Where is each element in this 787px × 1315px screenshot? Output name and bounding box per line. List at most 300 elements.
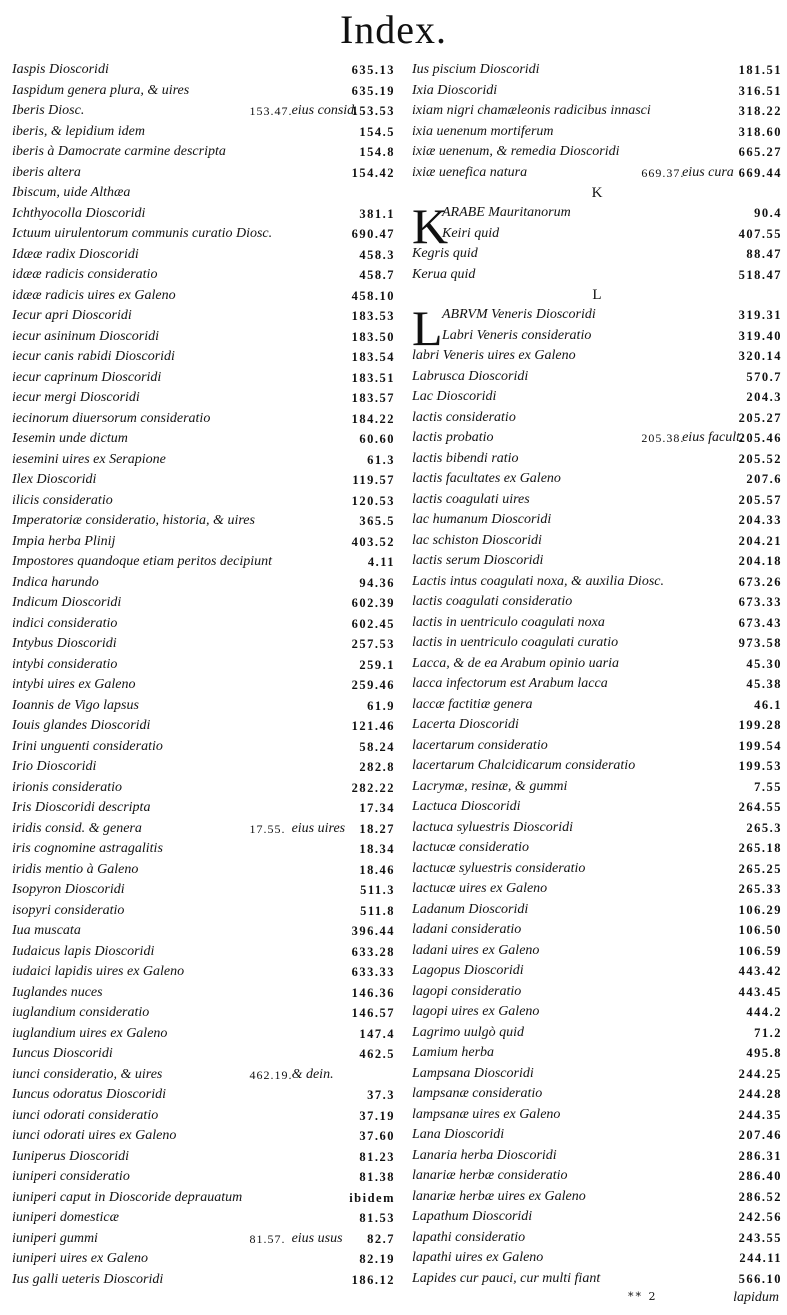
- entry-page-ref: 635.19: [351, 83, 395, 98]
- entry-term: iunci odorati uires ex Galeno: [12, 1128, 177, 1143]
- entry-page-ref: 265.3: [746, 820, 782, 835]
- entry-term: Labrusca Dioscoridi: [412, 368, 529, 384]
- signature-mark: ** 2: [628, 1290, 658, 1303]
- entry-page-ref: 495.8: [746, 1046, 782, 1060]
- index-entry: [412, 674, 782, 695]
- index-entry: [12, 860, 395, 881]
- entry-page-ref: 94.36: [359, 575, 395, 590]
- entry-page-ref: 244.28: [738, 1087, 782, 1101]
- entry-term: Indica harundo: [12, 574, 99, 590]
- entry-term: iunci consideratio, & uires: [12, 1066, 163, 1082]
- entry-term: lac humanum Dioscoridi: [412, 512, 552, 527]
- index-entry: [412, 572, 782, 593]
- entry-page-ref: 45.30: [746, 656, 782, 671]
- index-entry: [12, 532, 395, 553]
- entry-page-ref: 511.3: [360, 883, 395, 897]
- entry-term: Kerua quid: [412, 266, 476, 282]
- index-entry: [412, 510, 782, 531]
- entry-page-ref: 204.18: [738, 554, 782, 568]
- entry-term: Lana Dioscoridi: [412, 1127, 505, 1142]
- index-entry: [12, 1003, 395, 1024]
- entry-term: ixiæ uenenum, & remedia Dioscoridi: [412, 144, 620, 159]
- section-l-entries: [412, 300, 782, 1289]
- entry-page-ref: 244.11: [739, 1251, 782, 1265]
- index-entry: [12, 491, 395, 512]
- entry-page-ref: 199.54: [738, 738, 782, 753]
- entry-subterm: eius cura: [682, 164, 734, 180]
- entry-term: iunci odorati consideratio: [12, 1107, 159, 1123]
- index-entry: [412, 633, 782, 654]
- index-entry: [412, 592, 782, 613]
- entry-term: lactis coagulati uires: [412, 491, 530, 507]
- index-entry: [12, 757, 395, 778]
- entry-term: Ius piscium Dioscoridi: [412, 62, 540, 77]
- entry-term: Iuniperus Dioscoridi: [12, 1148, 130, 1164]
- entry-term: lactucæ consideratio: [412, 840, 530, 855]
- entry-term: lampsanæ uires ex Galeno: [412, 1106, 561, 1122]
- entry-page-ref: 458.3: [359, 247, 395, 262]
- entry-page-ref: 242.56: [738, 1210, 782, 1224]
- index-entry: [12, 1249, 395, 1270]
- entry-term: isopyri consideratio: [12, 902, 125, 918]
- entry-term: Lampsana Dioscoridi: [412, 1065, 534, 1081]
- entry-inline-ref: 17.55.: [249, 821, 286, 836]
- index-entry: [412, 122, 782, 143]
- entry-subterm: eius usus: [291, 1230, 343, 1246]
- entry-page-ref: 205.27: [738, 410, 782, 425]
- entry-page-ref: 257.53: [351, 637, 395, 651]
- entry-page-ref: 243.55: [738, 1230, 782, 1245]
- entry-page-ref: 18.27: [359, 821, 395, 836]
- entry-page-ref: 146.36: [351, 985, 395, 1000]
- entry-page-ref: 207.46: [738, 1128, 782, 1142]
- entry-term: lactis probatio: [412, 430, 494, 445]
- index-entry: [12, 450, 395, 471]
- index-entry: [12, 183, 395, 204]
- index-entry: [12, 901, 395, 922]
- entry-term: lactucæ syluestris consideratio: [412, 860, 586, 876]
- entry-page-ref: 205.46: [738, 431, 782, 445]
- entry-page-ref: 37.19: [359, 1108, 395, 1123]
- index-entry: [412, 1125, 782, 1146]
- entry-term: Iaspis Dioscoridi: [12, 62, 109, 77]
- entry-term: Lactuca Dioscoridi: [412, 799, 521, 814]
- entry-term: iridis consid. & genera: [12, 820, 142, 836]
- index-entry: [412, 941, 782, 962]
- index-entry: [12, 429, 395, 450]
- index-entry: [12, 1208, 395, 1229]
- entry-term: Ilex Dioscoridi: [12, 472, 97, 487]
- entry-page-ref: 181.51: [738, 63, 782, 77]
- entry-term: lanariæ herbæ consideratio: [412, 1168, 568, 1183]
- entry-page-ref: 318.22: [738, 104, 782, 118]
- entry-page-ref: 37.60: [359, 1129, 395, 1143]
- entry-page-ref: 45.38: [746, 677, 782, 691]
- entry-term: intybi consideratio: [12, 656, 118, 672]
- entry-term: idææ radicis consideratio: [12, 267, 158, 282]
- index-entry: [412, 1105, 782, 1126]
- index-entry: [12, 368, 395, 389]
- entry-term: iridis mentio à Galeno: [12, 861, 139, 877]
- index-entry: [412, 777, 782, 798]
- page-title: Index.: [339, 7, 448, 52]
- entry-term: lac schiston Dioscoridi: [412, 532, 542, 548]
- entry-term: lactucæ uires ex Galeno: [412, 881, 548, 896]
- index-entry: [412, 387, 782, 408]
- entry-term: iuglandium uires ex Galeno: [12, 1025, 168, 1041]
- entry-page-ref: 154.42: [351, 165, 395, 180]
- index-entry: [12, 614, 395, 635]
- entry-page-ref: 82.19: [359, 1252, 395, 1266]
- entry-page-ref: 286.40: [738, 1169, 782, 1183]
- entry-term: idææ radicis uires ex Galeno: [12, 287, 176, 303]
- entry-term: iberis à Damocrate carmine descripta: [12, 144, 226, 159]
- index-entry: [412, 551, 782, 572]
- entry-term: lactis in uentriculo coagulati curatio: [412, 635, 619, 650]
- entry-page-ref: 443.42: [738, 964, 782, 978]
- index-entry: [412, 715, 782, 736]
- entry-page-ref: 633.33: [351, 965, 395, 979]
- index-entry: [12, 142, 395, 163]
- drop-cap: L: [412, 300, 443, 356]
- entry-term: Labri Veneris consideratio: [442, 327, 592, 343]
- entry-term: Idææ radix Dioscoridi: [12, 246, 139, 262]
- entry-term: lampsanæ consideratio: [412, 1086, 543, 1101]
- entry-page-ref: 458.10: [351, 288, 395, 303]
- index-entry: [412, 203, 782, 224]
- section-letter-k: K: [591, 185, 603, 201]
- index-entry: [12, 60, 395, 81]
- entry-page-ref: 690.47: [351, 227, 395, 241]
- entry-page-ref: 316.51: [738, 83, 782, 98]
- entry-page-ref: 204.21: [738, 533, 782, 548]
- entry-page-ref: 17.34: [359, 801, 395, 815]
- index-entry: [412, 81, 782, 102]
- index-entry: [412, 961, 782, 982]
- entry-inline-ref: 205.38.: [641, 431, 685, 445]
- entry-term: iesemini uires ex Serapione: [12, 451, 166, 467]
- entry-inline-ref: 462.19.: [249, 1067, 293, 1082]
- index-entry: [12, 819, 395, 840]
- index-entry: [12, 696, 395, 717]
- entry-term: iberis, & lepidium idem: [12, 123, 145, 139]
- entry-page-ref: 147.4: [359, 1026, 395, 1041]
- entry-page-ref: 120.53: [351, 493, 395, 508]
- index-entry: [412, 531, 782, 552]
- index-entry: [412, 1187, 782, 1208]
- entry-term: lactis serum Dioscoridi: [412, 553, 544, 568]
- entry-page-ref: 265.18: [738, 841, 782, 855]
- entry-page-ref: 635.13: [351, 63, 395, 77]
- entry-page-ref: 319.40: [738, 328, 782, 343]
- index-entry: [12, 1126, 395, 1147]
- entry-inline-ref: 669.37.: [641, 165, 685, 180]
- index-entry: [12, 224, 395, 245]
- entry-page-ref: 61.3: [367, 452, 395, 467]
- index-entry: [12, 265, 395, 286]
- entry-term: Intybus Dioscoridi: [12, 636, 117, 651]
- entry-page-ref: 88.47: [746, 247, 782, 261]
- index-entry: [12, 1270, 395, 1291]
- entry-page-ref: 7.55: [754, 779, 782, 794]
- entry-page-ref: 673.43: [738, 615, 782, 630]
- entry-page-ref: 207.6: [746, 472, 782, 486]
- entry-page-ref: 183.57: [351, 391, 395, 405]
- index-column-left: [12, 60, 395, 1290]
- entry-page-ref: 60.60: [359, 432, 395, 446]
- entry-term: Kegris quid: [412, 246, 478, 261]
- entry-inline-ref: 81.57.: [249, 1231, 286, 1246]
- entry-term: Lac Dioscoridi: [412, 389, 497, 404]
- entry-term: Ichthyocolla Dioscoridi: [12, 205, 146, 221]
- entry-page-ref: 665.27: [738, 145, 782, 159]
- index-entry: [12, 163, 395, 184]
- entry-term: Lacca, & de ea Arabum opinio uaria: [412, 655, 620, 671]
- entry-page-ref: 444.2: [746, 1005, 782, 1019]
- entry-term: iudaici lapidis uires ex Galeno: [12, 964, 185, 979]
- entry-page-ref: 81.23: [359, 1149, 395, 1164]
- index-entry: [12, 122, 395, 143]
- entry-term: Indicum Dioscoridi: [12, 595, 122, 610]
- index-entry: [412, 818, 782, 839]
- entry-page-ref: 403.52: [351, 534, 395, 549]
- entry-page-ref: 458.7: [359, 268, 395, 282]
- index-entry: [12, 204, 395, 225]
- index-entry: [12, 737, 395, 758]
- index-entry: [412, 449, 782, 470]
- entry-term: iecinorum diuersorum consideratio: [12, 410, 211, 426]
- index-entry: [12, 388, 395, 409]
- entry-page-ref: 602.45: [351, 616, 395, 631]
- entry-term: Iuglandes nuces: [12, 984, 103, 1000]
- index-entry: [412, 756, 782, 777]
- index-entry: [12, 593, 395, 614]
- index-entry: [12, 1065, 395, 1086]
- entry-term: lagopi uires ex Galeno: [412, 1004, 540, 1019]
- entry-page-ref: 282.22: [351, 780, 395, 795]
- entry-page-ref: 183.54: [351, 350, 395, 364]
- entry-page-ref: 199.28: [738, 718, 782, 732]
- index-entry: [12, 921, 395, 942]
- entry-term: Iuncus Dioscoridi: [12, 1046, 113, 1061]
- entry-page-ref: 673.26: [738, 574, 782, 589]
- entry-page-ref: 46.1: [754, 697, 782, 712]
- entry-subterm: & dein.: [291, 1066, 334, 1082]
- entry-page-ref: 18.46: [359, 862, 395, 877]
- entry-page-ref: 282.8: [359, 760, 395, 774]
- entry-term: ixiam nigri chamæleonis radicibus innasci: [412, 103, 651, 118]
- entry-term: lactis in uentriculo coagulati noxa: [412, 614, 605, 630]
- entry-term: Ictuum uirulentorum communis curatio Diosc.: [12, 226, 273, 241]
- index-entry: [412, 346, 782, 367]
- index-entry: [412, 1064, 782, 1085]
- entry-page-ref: 82.7: [367, 1231, 395, 1246]
- drop-cap: K: [412, 198, 449, 254]
- section-k-entries: [412, 198, 782, 285]
- index-entry: [12, 511, 395, 532]
- entry-term: ixiæ uenefica natura: [412, 164, 528, 180]
- entry-page-ref: 443.45: [738, 984, 782, 999]
- entry-term: Iouis glandes Dioscoridi: [12, 718, 151, 733]
- entry-term: indici consideratio: [12, 615, 118, 631]
- entry-term: Lagrimo uulgò quid: [412, 1024, 525, 1040]
- entry-page-ref: 286.52: [738, 1189, 782, 1204]
- entry-page-ref: 153.53: [351, 104, 395, 118]
- entry-term: ABRVM Veneris Dioscoridi: [442, 307, 596, 322]
- entry-term: Lagopus Dioscoridi: [412, 963, 524, 978]
- index-entry: [412, 1043, 782, 1064]
- entry-page-ref: 4.11: [367, 555, 395, 569]
- index-entry: [412, 490, 782, 511]
- entry-term: iuniperi uires ex Galeno: [12, 1251, 148, 1266]
- index-entry: [412, 859, 782, 880]
- entry-page-ref: 407.55: [738, 226, 782, 241]
- entry-term: Iua muscata: [12, 923, 81, 938]
- index-entry: [412, 469, 782, 490]
- index-entry: [412, 163, 782, 184]
- entry-page-ref: 58.24: [359, 739, 395, 754]
- section-letter-l: L: [592, 287, 602, 303]
- index-entry: [412, 1207, 782, 1228]
- index-entry: [12, 347, 395, 368]
- entry-term: lagopi consideratio: [412, 983, 522, 999]
- entry-page-ref: 365.5: [359, 514, 395, 528]
- entry-page-ref: 18.34: [359, 842, 395, 856]
- entry-term: Irio Dioscoridi: [12, 759, 97, 774]
- entry-term: Lamium herba: [412, 1045, 495, 1060]
- index-entry: [412, 244, 782, 265]
- entry-term: Iecur apri Dioscoridi: [12, 308, 132, 323]
- entry-page-ref: 381.1: [359, 206, 395, 221]
- index-entry: [12, 81, 395, 102]
- entry-term: irionis consideratio: [12, 779, 123, 795]
- entry-page-ref: 205.57: [738, 492, 782, 507]
- index-entry: [412, 1146, 782, 1167]
- entry-term: intybi uires ex Galeno: [12, 677, 136, 692]
- index-entry: [12, 573, 395, 594]
- entry-page-ref: 81.53: [359, 1211, 395, 1225]
- entry-term: Impostores quandoque etiam peritos decipiunt: [12, 554, 273, 569]
- entry-term: iecur caprinum Dioscoridi: [12, 369, 162, 385]
- entry-term: lactuca syluestris Dioscoridi: [412, 819, 573, 835]
- entry-term: iuniperi domesticæ: [12, 1210, 119, 1225]
- entry-term: lacertarum Chalcidicarum consideratio: [412, 758, 636, 773]
- entry-term: Ixia Dioscoridi: [412, 82, 498, 98]
- entry-term: Iesemin unde dictum: [12, 431, 128, 446]
- entry-page-ref: 973.58: [738, 636, 782, 650]
- entry-term: iecur asininum Dioscoridi: [12, 328, 159, 344]
- entry-term: Lapides cur pauci, cur multi fiant: [412, 1270, 601, 1286]
- entry-page-ref: 154.8: [359, 145, 395, 159]
- entry-term: iecur mergi Dioscoridi: [12, 390, 140, 405]
- index-entry: [12, 880, 395, 901]
- index-entry: [412, 1084, 782, 1105]
- page-footer: [0, 1290, 787, 1312]
- index-entry: [412, 60, 782, 81]
- entry-term: iecur canis rabidi Dioscoridi: [12, 349, 175, 364]
- index-entry: [12, 1106, 395, 1127]
- entry-page-ref: 199.53: [738, 759, 782, 773]
- index-column-right: [412, 60, 782, 1289]
- entry-page-ref: 37.3: [367, 1088, 395, 1102]
- index-entry: [12, 470, 395, 491]
- entry-term: lactis facultates ex Galeno: [412, 471, 561, 486]
- entry-page-ref: 244.25: [738, 1066, 782, 1081]
- index-entry: [12, 634, 395, 655]
- index-entry: [412, 900, 782, 921]
- entry-page-ref: 259.1: [359, 657, 395, 672]
- entry-term: lacertarum consideratio: [412, 737, 548, 753]
- entry-term: lapathi consideratio: [412, 1229, 526, 1245]
- index-entry: [412, 367, 782, 388]
- entry-page-ref: 121.46: [351, 719, 395, 733]
- index-entry: [12, 327, 395, 348]
- entry-term: Iaspidum genera plura, & uires: [12, 82, 190, 98]
- index-entry: [412, 305, 782, 326]
- entry-term: Iris Dioscoridi descripta: [12, 800, 151, 815]
- index-entry: [12, 655, 395, 676]
- entry-term: Iuncus odoratus Dioscoridi: [12, 1087, 166, 1102]
- entry-page-ref: 462.5: [359, 1047, 395, 1061]
- index-entry: [412, 654, 782, 675]
- entry-term: lactis bibendi ratio: [412, 450, 519, 466]
- entry-page-ref: 90.4: [754, 206, 782, 220]
- index-entry: [12, 675, 395, 696]
- entry-page-ref: 570.7: [746, 369, 782, 384]
- entry-page-ref: 602.39: [351, 596, 395, 610]
- entry-term: lapathi uires ex Galeno: [412, 1250, 544, 1265]
- index-entry: [412, 1269, 782, 1290]
- index-entry: [412, 982, 782, 1003]
- entry-page-ref: 81.38: [359, 1170, 395, 1184]
- entry-term: iuniperi gummi: [12, 1230, 98, 1246]
- index-entry: [12, 1085, 395, 1106]
- entry-page-ref: 264.55: [738, 800, 782, 814]
- entry-page-ref: 244.35: [738, 1107, 782, 1122]
- index-entry: [412, 326, 782, 347]
- index-entry: [412, 695, 782, 716]
- entry-page-ref: 186.12: [351, 1272, 395, 1287]
- index-entry: [412, 1248, 782, 1269]
- index-entry: [12, 306, 395, 327]
- entry-term: Ladanum Dioscoridi: [412, 901, 529, 917]
- index-entry: [12, 716, 395, 737]
- entry-term: Lapathum Dioscoridi: [412, 1209, 533, 1224]
- index-entry: [12, 962, 395, 983]
- entry-term: Imperatoriæ consideratio, historia, & uires: [12, 513, 255, 528]
- index-entry: [412, 428, 782, 449]
- index-entry: [412, 1002, 782, 1023]
- index-entry: [12, 1024, 395, 1045]
- entry-inline-ref: 153.47.: [249, 104, 293, 118]
- index-entry: [12, 983, 395, 1004]
- index-entry: [12, 101, 395, 122]
- entry-term: Irini unguenti consideratio: [12, 738, 163, 754]
- entry-page-ref: 106.59: [738, 943, 782, 958]
- index-entry: [412, 1166, 782, 1187]
- index-entry: [412, 408, 782, 429]
- entry-page-ref: 265.25: [738, 861, 782, 876]
- entry-term: iris cognomine astragalitis: [12, 841, 163, 856]
- index-entry: [412, 920, 782, 941]
- entry-page-ref: 673.33: [738, 595, 782, 609]
- entry-page-ref: 204.33: [738, 513, 782, 527]
- index-entry: [12, 778, 395, 799]
- entry-page-ref: 106.50: [738, 923, 782, 937]
- entry-page-ref: 183.50: [351, 329, 395, 344]
- entry-term: Ibiscum, uide Althæa: [12, 185, 131, 200]
- entry-term: ladani uires ex Galeno: [412, 942, 540, 958]
